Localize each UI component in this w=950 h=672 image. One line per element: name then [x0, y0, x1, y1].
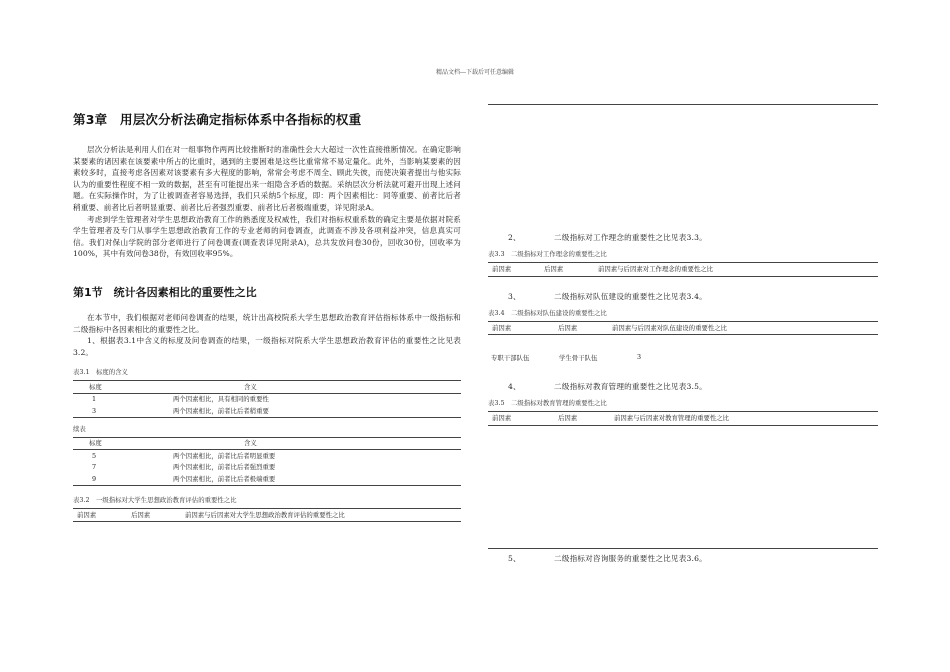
- col-header-front: 前因素: [77, 510, 97, 519]
- left-column: [73, 110, 461, 522]
- item-2-text: 二级指标对工作理念的重要性之比见表3.3。: [554, 233, 707, 242]
- table-3-5-caption: 表3.5 二级指标对教育管理的重要性之比: [488, 399, 607, 407]
- col-header-ratio: 前因素与后因素对教育管理的重要性之比: [614, 414, 730, 422]
- paragraph-section-intro: 在本节中，我们根据对老师问卷调查的结果，统计出高校院系大学生思想政治教育评估指标体系中一级指标和二级指标中各因素相比的重要性之比。: [73, 312, 461, 334]
- table-3-1-caption: 表3.1 标度的含义: [73, 368, 128, 377]
- col-header-ratio: 前因素与后因素对大学生思想政治教育评估的重要性之比: [185, 510, 345, 519]
- item-4-text: 二级指标对教育管理的重要性之比见表3.5。: [554, 382, 707, 391]
- cell-scale: 7: [92, 463, 97, 472]
- item-5-number: 5、: [508, 553, 521, 563]
- table-row: [73, 450, 461, 462]
- col-header-back: 后因素: [558, 323, 578, 332]
- cell-ratio: 3: [637, 353, 642, 361]
- table-continued-label: 续表: [73, 424, 86, 433]
- paragraph-survey: 考虑到学生管理者对学生思想政治教育工作的熟悉度及权威性，我们对指标权重系数的确定主要是依据对院系学生管理者及专门从事学生思想政治教育工作的专业老师的问卷调查，此调查不涉及各项利益冲突，信息真实可信。我们对保山学院的部分老师进行了问卷调查(调查表详见附录A)，总共发放问卷30份，回收30份，回收率为100%，其中有效问卷38份，有效回收率95%。: [73, 214, 461, 259]
- table-3-1-part-b: [73, 437, 461, 486]
- item-3-number: 3、: [508, 291, 521, 301]
- cell-meaning: 两个因素相比，前者比后者明显重要: [173, 451, 276, 460]
- item-4-number: 4、: [508, 382, 521, 391]
- table-row: [488, 353, 878, 362]
- table-3-3-caption: 表3.3 二级指标对工作理念的重要性之比: [488, 250, 607, 258]
- section-title: 第1节 统计各因素相比的重要性之比: [73, 285, 257, 299]
- table-row: [73, 462, 461, 474]
- table-row: [73, 473, 461, 485]
- cell-meaning: 两个因素相比，前者比后者稍重要: [173, 406, 269, 415]
- col-header-ratio: 前因素与后因素对队伍建设的重要性之比: [612, 323, 728, 332]
- table-3-5-header: [488, 411, 878, 426]
- table-row: [73, 393, 461, 405]
- item-5: [488, 553, 878, 564]
- table-3-4-header: [488, 321, 878, 336]
- right-column: [488, 104, 878, 564]
- cell-scale: 5: [92, 451, 97, 460]
- col-header-front: 前因素: [492, 323, 512, 332]
- cell-meaning: 两个因素相比，前者比后者强烈重要: [173, 463, 276, 472]
- item-5-text: 二级指标对咨询服务的重要性之比见表3.6。: [554, 553, 707, 563]
- col-header-meaning: 含义: [244, 382, 257, 391]
- page-header: 精品文档---下载后可任意编辑: [435, 69, 515, 76]
- col-header-front: 前因素: [492, 414, 512, 422]
- cell-scale: 3: [92, 406, 97, 415]
- cell-scale: 1: [92, 395, 97, 404]
- cell-back: 学生骨干队伍: [559, 354, 598, 362]
- table-3-2-header: [73, 508, 461, 523]
- cell-meaning: 两个因素相比，前者比后者极端重要: [173, 474, 276, 483]
- col-header-front: 前因素: [492, 265, 512, 273]
- item-2-number: 2、: [508, 233, 521, 242]
- table-3-3-header: [488, 262, 878, 277]
- col-header-back: 后因素: [558, 414, 578, 422]
- cell-meaning: 两个因素相比，具有相同的重要性: [173, 395, 269, 404]
- table-3-2-caption: 表3.2 一级指标对大学生思想政治教育评估的重要性之比: [73, 495, 237, 504]
- item-3: [488, 291, 878, 302]
- table-row: [73, 405, 461, 417]
- col-header-meaning: 含义: [244, 439, 257, 448]
- table-3-4-caption: 表3.4 二级指标对队伍建设的重要性之比: [488, 308, 607, 317]
- item-3-text: 二级指标对队伍建设的重要性之比见表3.4。: [554, 291, 707, 301]
- item-4: [488, 381, 878, 392]
- col-header-scale: 标度: [89, 439, 102, 448]
- cell-scale: 9: [92, 474, 97, 483]
- col-header-ratio: 前因素与后因素对工作理念的重要性之比: [598, 265, 714, 273]
- paragraph-ahp-intro: 层次分析法是利用人们在对一组事物作两两比较推断时的准确性会大大超过一次性直接推断情况。在确定影响某要素的诸因素在该要素中所占的比重时，遇到的主要困难是这些比重常常不易定量化。此外，当影响某要素的因素较多时，直接考虑各因素对该要素有多大程度的影响，常常会考虑不周全、顾此失彼，而使决策者提出与他实际认为的重要性程度不相一致的数据，甚至有可能提出来一组隐含矛盾的数据。采纳层次分析法就可避开出现上述问题。在实际操作时，为了让被调查者容易选择，我们只采纳5个标度，即：两个因素相比：同等重要、前者比后者稍重要、前者比后者明显重要、前者比后者强烈重要、前者比后者极端重要，详见附录A。: [73, 145, 461, 212]
- col-header-back: 后因素: [544, 265, 564, 273]
- col-header-back: 后因素: [131, 510, 151, 519]
- item-2: [488, 232, 878, 243]
- cell-front: 专职干部队伍: [491, 354, 530, 362]
- table-3-1-part-a: [73, 380, 461, 418]
- paragraph-item-1: 1、根据表3.1中含义的标度及问卷调查的结果，一级指标对院系大学生思想政治教育评估的重要性之比见表3.2。: [73, 336, 461, 357]
- chapter-title: 第3章 用层次分析法确定指标体系中各指标的权重: [73, 112, 362, 127]
- col-header-scale: 标度: [89, 382, 102, 391]
